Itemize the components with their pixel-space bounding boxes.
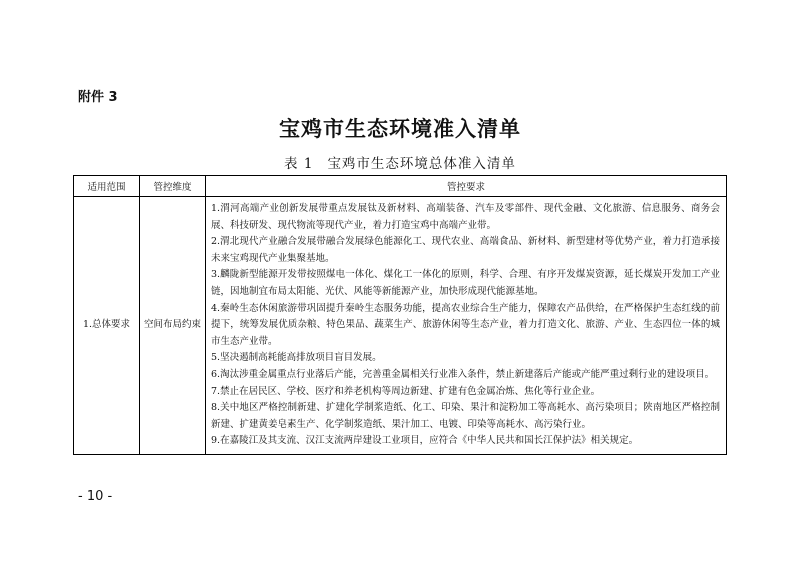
requirements-table: [73, 175, 727, 455]
header-scope: 适用范围: [74, 176, 140, 197]
requirement-item: 9.在嘉陵江及其支流、汉江支流两岸建设工业项目，应符合《中华人民共和国长江保护法》相关规定。: [211, 435, 639, 447]
table-caption-text: 宝鸡市生态环境总体准入清单: [327, 156, 516, 172]
header-dimension: 管控维度: [140, 176, 206, 197]
table-header-row: [74, 176, 727, 197]
requirement-item: 8.关中地区严格控制新建、扩建化学制浆造纸、化工、印染、果汁和淀粉加工等高耗水、高污染项目；陕南地区严格控制新建、扩建黄姜皂素生产、化学制浆造纸、果汁加工、电镀、印染等高耗水、高污染行业。: [211, 402, 720, 430]
requirement-item: 3.麟陇新型能源开发带按照煤电一体化、煤化工一体化的原则，科学、合理、有序开发煤炭资源，延长煤炭开发加工产业链，因地制宜布局太阳能、光伏、风能等新能源产业，加快形成现代能源基地。: [211, 269, 720, 297]
cell-requirements: [206, 197, 727, 455]
requirement-item: 5.坚决遏制高耗能高排放项目盲目发展。: [211, 352, 382, 364]
requirement-item: 1.渭河高端产业创新发展带重点发展钛及新材料、高端装备、汽车及零部件、现代金融、文化旅游、信息服务、商务会展、科技研发、现代物流等现代产业，着力打造宝鸡中高端产业带。: [211, 203, 720, 231]
requirement-item: 6.淘汰涉重金属重点行业落后产能，完善重金属相关行业准入条件，禁止新建落后产能或产能严重过剩行业的建设项目。: [211, 368, 715, 380]
document-title: 宝鸡市生态环境准入清单: [279, 116, 521, 141]
header-requirements: 管控要求: [206, 176, 727, 197]
attachment-label: 附件 3: [78, 90, 118, 105]
table-row: [74, 197, 727, 455]
page-number: - 10 -: [78, 489, 113, 504]
requirement-item: 2.渭北现代产业融合发展带融合发展绿色能源化工、现代农业、高端食品、新材料、新型建材等优势产业，着力打造承接未来宝鸡现代产业集聚基地。: [211, 236, 720, 264]
table-number: 表 1: [284, 156, 314, 172]
cell-dimension: 空间布局约束: [140, 197, 206, 455]
cell-scope: 1.总体要求: [74, 197, 140, 455]
table-caption: [0, 152, 800, 172]
requirement-item: 7.禁止在居民区、学校、医疗和养老机构等周边新建、扩建有色金属冶炼、焦化等行业企业。: [211, 385, 601, 397]
requirement-item: 4.秦岭生态休闲旅游带巩固提升秦岭生态服务功能，提高农业综合生产能力，保障农产品供给，在严格保护生态红线的前提下，统筹发展优质杂粮、特色果品、蔬菜生产、旅游休闲等生态产业，着力打造文化、旅游、产业、生态四位一体的城市生态产业带。: [211, 302, 720, 347]
